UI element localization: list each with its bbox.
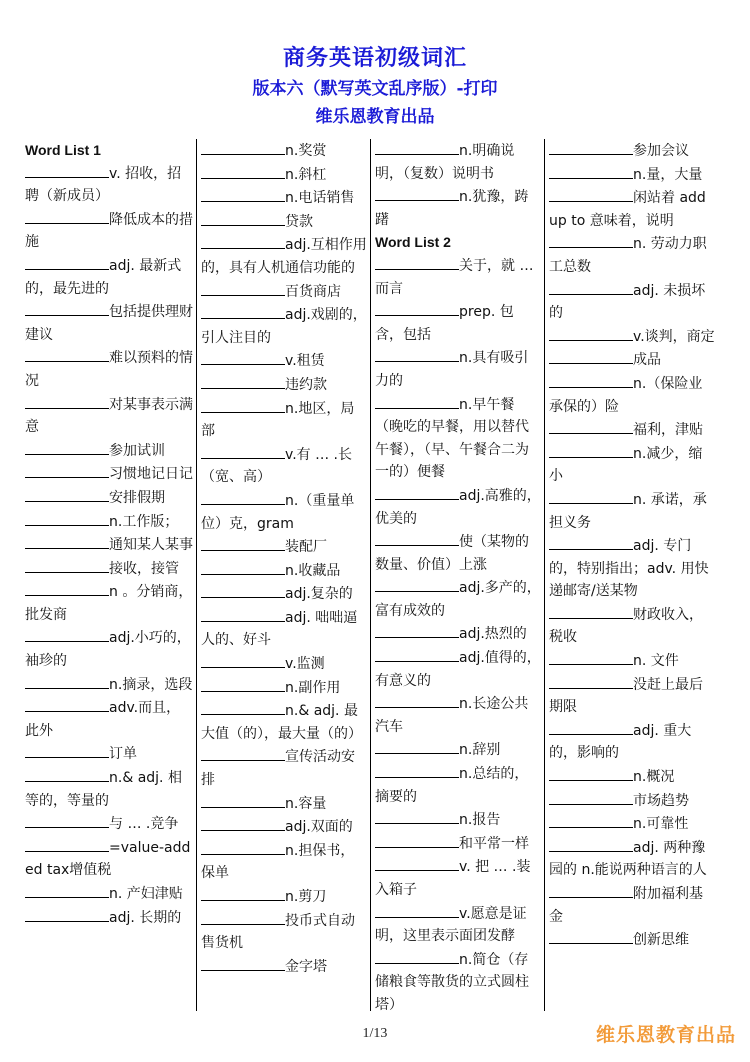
entry-definition: 投币式自动售货机 [201, 912, 355, 952]
entry-definition: n.简仓（存储粮食等散货的立式圆柱塔） [375, 951, 529, 1011]
vocab-entry [549, 928, 715, 952]
entry-definition: n.明确说明，（复数）说明书 [375, 143, 515, 182]
vocab-entry [25, 346, 193, 392]
answer-blank [549, 372, 633, 388]
answer-blank [25, 906, 109, 922]
entry-definition: adj.双面的 [285, 819, 353, 836]
answer-blank [201, 186, 285, 202]
entry-definition: n.奖赏 [285, 143, 327, 159]
answer-blank [201, 745, 285, 761]
vocab-entry [375, 808, 541, 832]
entry-definition: adj.小巧的，袖珍的 [25, 630, 191, 670]
vocab-entry [201, 909, 367, 955]
answer-blank [375, 692, 459, 708]
entry-definition: v.监测 [285, 656, 325, 673]
entry-definition: 参加试训 [109, 442, 165, 459]
vocab-entry [25, 766, 193, 812]
answer-blank [549, 232, 633, 248]
vocab-entry [375, 576, 541, 622]
entry-definition: n. 文件 [633, 653, 679, 670]
answer-blank [549, 418, 633, 434]
vocab-entry [549, 673, 715, 719]
vocab-entry [375, 902, 541, 948]
answer-blank [201, 559, 285, 575]
vocab-entry [375, 762, 541, 808]
entry-definition: v.谈判，商定 [633, 328, 715, 345]
vocab-entry [375, 484, 541, 530]
entry-definition: n.斜杠 [285, 166, 327, 183]
vocab-entry [201, 582, 367, 606]
answer-blank [25, 439, 109, 455]
vocab-entry [25, 393, 193, 439]
vocab-entry [201, 885, 367, 909]
entry-definition: n.摘录，选段 [109, 676, 193, 693]
word-list-columns [22, 139, 730, 1011]
column-2 [196, 139, 370, 1011]
entry-definition: 没赶上最后期限 [549, 676, 703, 716]
entry-definition: 通知某人某事 [109, 537, 193, 554]
vocab-entry [25, 208, 193, 254]
answer-blank [549, 673, 633, 689]
answer-blank [549, 812, 633, 828]
vocab-entry [375, 254, 541, 300]
vocab-entry [375, 692, 541, 738]
answer-blank [25, 882, 109, 898]
answer-blank [25, 510, 109, 526]
vocab-entry [375, 948, 541, 1011]
vocab-entry [201, 210, 367, 234]
answer-blank [201, 815, 285, 831]
entry-definition: 接收，接管 [109, 560, 179, 577]
entry-definition: 使（某物的数量、价值）上涨 [375, 534, 529, 573]
answer-blank [375, 393, 459, 409]
entry-definition: 成品 [633, 352, 661, 369]
vocab-entry [201, 349, 367, 373]
page-header [0, 44, 750, 130]
entry-definition: 违约款 [285, 376, 327, 393]
entry-definition: adj.复杂的 [285, 586, 353, 603]
answer-blank [25, 812, 109, 828]
entry-definition: n.（重量单位）克，gram [201, 492, 355, 532]
answer-blank [549, 325, 633, 341]
answer-blank [549, 603, 633, 619]
answer-blank [549, 789, 633, 805]
entry-definition: n. 承诺，承担义务 [549, 491, 707, 531]
answer-blank [201, 303, 285, 319]
entry-definition: adj.戏剧的，引人注目的 [201, 307, 367, 346]
vocab-entry [549, 325, 715, 349]
vocab-entry [549, 812, 715, 836]
vocab-entry [201, 745, 367, 791]
entry-definition: n.辞别 [459, 742, 501, 759]
entry-definition: 安排假期 [109, 489, 165, 506]
vocab-entry [375, 139, 541, 185]
entry-definition: 与 … .竞争 [109, 816, 179, 833]
answer-blank [25, 626, 109, 642]
answer-blank [201, 885, 285, 901]
answer-blank [25, 300, 109, 316]
answer-blank [25, 254, 109, 270]
entry-definition: n.（保险业承保的）险 [549, 375, 703, 415]
entry-definition: n. 产妇津贴 [109, 886, 183, 902]
answer-blank [549, 488, 633, 504]
vocab-entry [25, 486, 193, 510]
document-subtitle: 版本六（默写英文乱序版）-打印 [252, 79, 498, 99]
answer-blank [25, 557, 109, 573]
entry-definition: n.收藏品 [285, 562, 341, 579]
answer-blank [201, 139, 285, 155]
answer-blank [549, 186, 633, 202]
entry-definition: 习惯地记日记 [109, 466, 193, 483]
publisher-line: 维乐恩教育出品 [315, 107, 435, 127]
entry-definition: v.愿意是证明，这里表示面团发酵 [375, 905, 527, 945]
word-list-heading: Word List 1 [25, 142, 101, 158]
vocab-entry [549, 789, 715, 813]
column-3 [370, 139, 544, 1011]
entry-definition: v. 招收，招聘（新成员） [25, 165, 182, 205]
vocab-entry [549, 488, 715, 534]
vocab-entry [201, 559, 367, 583]
word-list-heading: Word List 2 [375, 234, 451, 251]
vocab-entry [201, 606, 367, 652]
vocab-entry [549, 418, 715, 442]
vocab-entry [549, 836, 715, 882]
answer-blank [375, 622, 459, 638]
vocab-entry [549, 442, 715, 488]
answer-blank [375, 762, 459, 778]
answer-blank [25, 208, 109, 224]
entry-definition: n.担保书，保单 [201, 842, 355, 882]
vocab-entry [201, 397, 367, 443]
entry-definition: 订单 [109, 746, 137, 763]
entry-definition: adj. 未损坏的 [549, 282, 706, 322]
entry-definition: n.可靠性 [633, 816, 689, 833]
answer-blank [375, 738, 459, 754]
entry-definition: n.工作版； [109, 513, 179, 530]
vocab-entry [25, 533, 193, 557]
vocab-entry [201, 652, 367, 676]
vocab-entry [549, 139, 715, 163]
vocab-entry [201, 839, 367, 885]
answer-blank [549, 649, 633, 665]
answer-blank [375, 185, 459, 201]
answer-blank [375, 808, 459, 824]
entry-definition: n.地区，局部 [201, 400, 355, 440]
vocab-entry [201, 535, 367, 559]
vocab-entry [25, 510, 193, 534]
vocab-entry [25, 882, 193, 906]
entry-definition: 创新思维 [633, 932, 689, 949]
vocab-entry [549, 765, 715, 789]
vocab-entry [25, 162, 193, 208]
vocab-entry [201, 489, 367, 535]
vocab-entry [201, 280, 367, 304]
answer-blank [375, 254, 459, 270]
vocab-entry [25, 836, 193, 882]
vocab-entry [201, 676, 367, 700]
vocab-entry [201, 373, 367, 397]
vocab-entry [375, 832, 541, 856]
vocab-entry [375, 300, 541, 346]
entry-definition: n.报告 [459, 812, 501, 829]
answer-blank [375, 300, 459, 316]
entry-definition: n.& adj. 最大值（的），最大量（的） [201, 703, 362, 742]
answer-blank [549, 139, 633, 155]
entry-definition: 贷款 [285, 213, 313, 230]
entry-definition: adv.而且，此外 [25, 700, 181, 739]
answer-blank [375, 530, 459, 546]
answer-blank [549, 928, 633, 944]
vocab-entry [375, 855, 541, 901]
entry-definition: n.电话销售 [285, 190, 355, 207]
vocab-entry [375, 622, 541, 646]
vocab-entry [201, 303, 367, 349]
vocab-entry [375, 185, 541, 231]
entry-definition: 市场趋势 [633, 792, 689, 809]
entry-definition: n.减少，缩小 [549, 445, 703, 485]
answer-blank [201, 535, 285, 551]
vocab-entry [25, 439, 193, 463]
answer-blank [201, 792, 285, 808]
vocab-entry [549, 279, 715, 325]
vocab-entry [201, 186, 367, 210]
vocab-entry [201, 139, 367, 163]
answer-blank [375, 139, 459, 155]
answer-blank [549, 765, 633, 781]
entry-definition: adj.热烈的 [459, 626, 527, 643]
answer-blank [25, 766, 109, 782]
entry-definition: 财政收入，税收 [549, 606, 703, 646]
vocab-entry [549, 882, 715, 928]
answer-blank [549, 719, 633, 735]
vocab-entry [549, 232, 715, 278]
answer-blank [201, 373, 285, 389]
answer-blank [25, 486, 109, 502]
entry-definition: prep. 包含，包括 [375, 304, 514, 343]
answer-blank [201, 210, 285, 226]
vocab-entry [201, 792, 367, 816]
entry-definition: adj.高雅的，优美的 [375, 487, 541, 527]
entry-definition: n.具有吸引力的 [375, 350, 529, 389]
entry-definition: n.量，大量 [633, 166, 703, 183]
entry-definition: n.剪刀 [285, 889, 327, 905]
answer-blank [25, 462, 109, 478]
entry-definition: 金字塔 [285, 958, 327, 975]
entry-definition: 降低成本的措施 [25, 211, 193, 251]
column-1 [22, 139, 196, 1011]
answer-blank [375, 484, 459, 500]
answer-blank [375, 646, 459, 662]
entry-definition: n.总结的，摘要的 [375, 766, 529, 805]
answer-blank [201, 280, 285, 296]
vocab-entry [25, 906, 193, 930]
entry-definition: adj.互相作用的，具有人机通信功能的 [201, 237, 367, 276]
entry-definition: n. 劳动力职工总数 [549, 236, 707, 275]
vocab-entry [25, 696, 193, 742]
answer-blank [201, 839, 285, 855]
entry-definition: 附加福利基金 [549, 886, 703, 925]
answer-blank [549, 836, 633, 852]
answer-blank [201, 489, 285, 505]
entry-definition: 福利，津贴 [633, 422, 703, 439]
vocab-entry [25, 557, 193, 581]
vocab-entry [549, 163, 715, 187]
vocab-entry [201, 163, 367, 187]
answer-blank [201, 909, 285, 925]
answer-blank [25, 673, 109, 689]
vocab-entry [549, 534, 715, 603]
entry-definition: n.长途公共汽车 [375, 696, 529, 735]
answer-blank [201, 443, 285, 459]
vocab-entry [25, 742, 193, 766]
answer-blank [25, 580, 109, 596]
vocab-entry [25, 300, 193, 346]
entry-definition: =value-added tax增值税 [25, 839, 191, 879]
vocab-entry [375, 646, 541, 692]
answer-blank [25, 162, 109, 178]
vocab-entry [201, 699, 367, 745]
answer-blank [201, 652, 285, 668]
answer-blank [201, 699, 285, 715]
entry-definition: n.犹豫，踌躇 [375, 189, 529, 228]
entry-definition: n.容量 [285, 795, 327, 812]
answer-blank [25, 742, 109, 758]
page-number: 1/13 [362, 1026, 388, 1041]
entry-definition: 闲站着 add up to 意味着，说明 [549, 190, 706, 229]
answer-blank [25, 836, 109, 852]
vocab-entry [375, 738, 541, 762]
answer-blank [549, 279, 633, 295]
vocab-entry [201, 815, 367, 839]
answer-blank [549, 348, 633, 364]
answer-blank [375, 832, 459, 848]
entry-definition: v.租赁 [285, 353, 325, 370]
answer-blank [25, 533, 109, 549]
watermark-logo: 维乐恩教育出品 [595, 1024, 736, 1046]
entry-definition: v. 把 … .装入箱子 [375, 859, 531, 898]
vocab-entry [25, 812, 193, 836]
answer-blank [201, 606, 285, 622]
answer-blank [549, 882, 633, 898]
vocab-entry [25, 626, 193, 672]
vocab-entry [549, 348, 715, 372]
entry-definition: n 。分销商，批发商 [25, 584, 193, 623]
vocab-entry [201, 233, 367, 279]
answer-blank [201, 582, 285, 598]
answer-blank [201, 163, 285, 179]
entry-definition: n.早午餐（晚吃的早餐，用以替代午餐），（早、午餐合二为一的）便餐 [375, 396, 529, 481]
vocab-entry [25, 580, 193, 626]
vocab-entry [201, 443, 367, 489]
entry-definition: adj. 两种豫园的 n.能说两种语言的人 [549, 839, 707, 879]
entry-definition: adj. 长期的 [109, 909, 182, 926]
entry-definition: 包括提供理财建议 [25, 304, 193, 343]
answer-blank [375, 855, 459, 871]
entry-definition: 和平常一样 [459, 835, 529, 852]
entry-definition: n.& adj. 相等的，等量的 [25, 770, 182, 809]
entry-definition: adj. 咄咄逼人的、好斗 [201, 609, 358, 649]
vocab-entry [25, 673, 193, 697]
answer-blank [201, 676, 285, 692]
vocab-entry [549, 186, 715, 232]
answer-blank [25, 346, 109, 362]
entry-definition: adj.值得的，有意义的 [375, 650, 541, 689]
vocab-entry [25, 254, 193, 300]
answer-blank [25, 696, 109, 712]
entry-definition: adj.多产的，富有成效的 [375, 580, 541, 619]
answer-blank [549, 163, 633, 179]
vocab-entry [375, 346, 541, 392]
vocab-entry [25, 462, 193, 486]
answer-blank [375, 346, 459, 362]
entry-definition: 百货商店 [285, 283, 341, 300]
entry-definition: adj. 最新式的，最先进的 [25, 257, 182, 297]
answer-blank [201, 349, 285, 365]
entry-definition: adj. 专门的，特别指出；adv. 用快递邮寄/送某物 [549, 538, 709, 600]
entry-definition: v.有 … .长（宽、高） [201, 446, 352, 486]
entry-definition: 宣传活动安排 [201, 749, 355, 789]
entry-definition: n.副作用 [285, 679, 341, 696]
entry-definition: 难以预料的情况 [25, 350, 193, 389]
vocab-entry [549, 603, 715, 649]
column-4 [544, 139, 718, 1011]
vocab-entry [201, 955, 367, 979]
answer-blank [375, 902, 459, 918]
answer-blank [201, 955, 285, 971]
document-title: 商务英语初级词汇 [282, 46, 467, 71]
entry-definition: 关于，就 … 而言 [375, 257, 534, 297]
vocab-entry [375, 530, 541, 576]
entry-definition: adj. 重大的，影响的 [549, 722, 692, 762]
entry-definition: 装配厂 [285, 539, 327, 556]
answer-blank [375, 576, 459, 592]
answer-blank [201, 397, 285, 413]
answer-blank [549, 442, 633, 458]
entry-definition: n.概况 [633, 769, 675, 786]
entry-definition: 参加会议 [633, 143, 689, 159]
vocab-entry [549, 649, 715, 673]
entry-definition: 对某事表示满意 [25, 396, 193, 436]
answer-blank [549, 534, 633, 550]
answer-blank [25, 393, 109, 409]
vocab-entry [375, 393, 541, 484]
answer-blank [375, 948, 459, 964]
vocab-entry [549, 719, 715, 765]
vocab-entry [549, 372, 715, 418]
answer-blank [201, 233, 285, 249]
